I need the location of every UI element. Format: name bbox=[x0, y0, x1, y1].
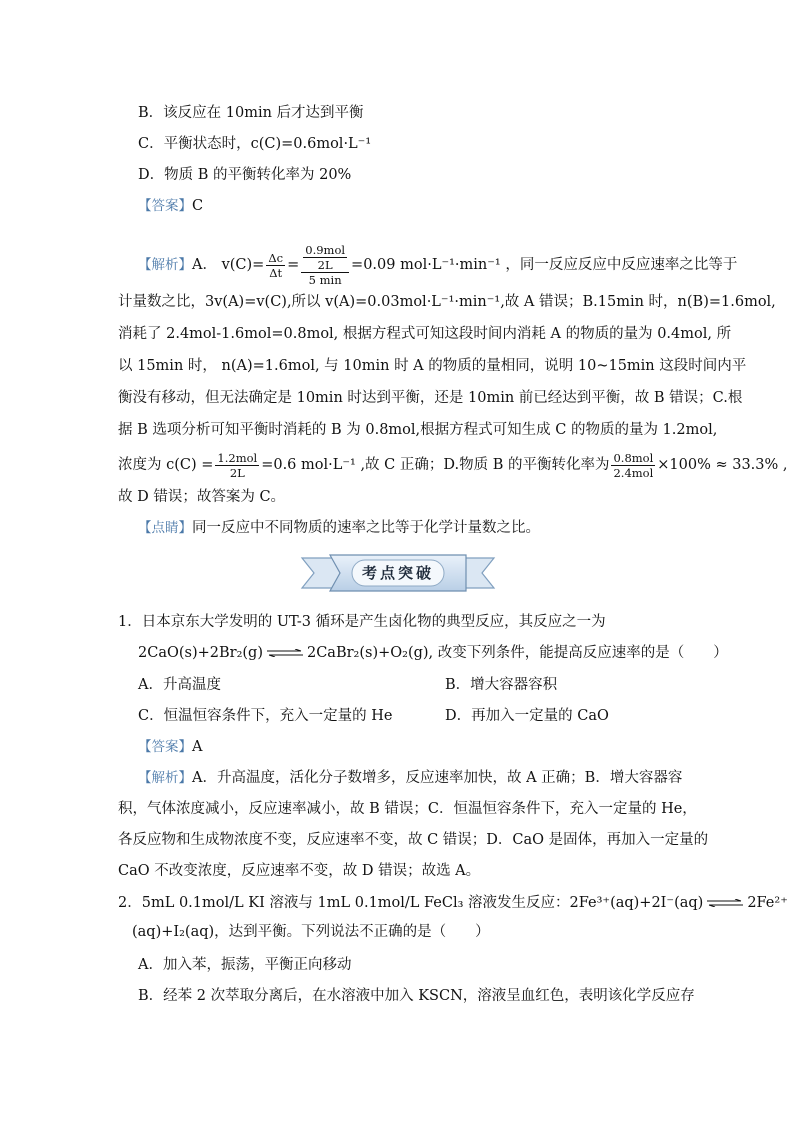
equilibrium-arrow-icon bbox=[267, 649, 303, 657]
analysis-line-4: 以 15min 时， n(A)=1.6mol, 与 10min 时 A 的物质的量相同，说明 10~15min 这段时间内平 bbox=[118, 358, 747, 374]
q2-stem-line-2: (aq)+I₂(aq)，达到平衡。下列说法不正确的是（ ） bbox=[132, 924, 490, 940]
q2-stem: 2．5mL 0.1mol/L KI 溶液与 1mL 0.1mol/L FeCl₃ 溶液发生反应：2Fe³⁺(aq)+2I⁻(aq) 2Fe²⁺ bbox=[118, 895, 788, 911]
q1-option-d: D．再加入一定量的 CaO bbox=[445, 708, 609, 724]
analysis-text: =0.09 mol·L⁻¹·min⁻¹ ，同一反应反应中反应速率之比等于 bbox=[351, 257, 738, 273]
q1-analysis-line-3: 各反应物和生成物浓度不变，反应速率不变，故 C 错误；D．CaO 是固体，再加入一定量的 bbox=[118, 832, 709, 848]
analysis-line-6: 据 B 选项分析可知平衡时消耗的 B 为 0.8mol,根据方程式可知生成 C 的物质的量为 1.2mol, bbox=[118, 422, 718, 438]
option-c: C．平衡状态时，c(C)=0.6mol·L⁻¹ bbox=[138, 136, 372, 152]
analysis-line-7: 浓度为 c(C) = $\frac{\text{1.2mol}}{2L}$ =0.6 mol·L⁻¹ ,故 C 正确；D.物质 B 的平衡转化率为 $\frac{\text{0.8mol}}{\text{2.4mol}}$ ×100% ≈ 33.3% , bbox=[118, 450, 788, 480]
fraction-rate: $\frac{\frac{\text{0.9mol}}{2L}}{5 \min}$ bbox=[301, 243, 349, 287]
banner-title: 考点突破 bbox=[361, 564, 434, 582]
answer-value: C bbox=[192, 198, 204, 214]
q1-option-b: B．增大容器容积 bbox=[445, 677, 558, 693]
analysis-line-5: 衡没有移动，但无法确定是 10min 时达到平衡，还是 10min 前已经达到平衡，故 B 错误；C.根 bbox=[118, 390, 743, 406]
fraction-dc-dt: $\frac{\Delta c}{\Delta t}$ bbox=[268, 250, 284, 280]
q1-option-c: C．恒温恒容条件下，充入一定量的 He bbox=[138, 708, 393, 724]
analysis-tag: 【解析】 bbox=[138, 257, 192, 273]
fraction-conversion: $\frac{\text{0.8mol}}{\text{2.4mol}}$ bbox=[613, 450, 654, 480]
analysis-line-2: 计量数之比，3v(A)=v(C),所以 v(A)=0.03mol·L⁻¹·min⁻¹,故 A 错误；B.15min 时，n(B)=1.6mol, bbox=[118, 294, 776, 310]
analysis-text: A． v(C)= bbox=[192, 257, 265, 273]
fraction-conc: $\frac{\text{1.2mol}}{2L}$ bbox=[217, 450, 258, 480]
q1-answer-line bbox=[138, 737, 202, 757]
equals-sign: = bbox=[287, 257, 300, 273]
option-d: D．物质 B 的平衡转化率为 20% bbox=[138, 167, 352, 183]
q1-analysis-line-2: 积，气体浓度减小，反应速率减小，故 B 错误；C．恒温恒容条件下，充入一定量的 He， bbox=[118, 801, 697, 817]
analysis-tag: 【解析】 bbox=[138, 770, 192, 786]
q1-analysis-line-1: 【解析】A．升高温度，活化分子数增多，反应速率加快，故 A 正确；B．增大容器容 bbox=[138, 770, 683, 786]
q1-stem: 1．日本京东大学发明的 UT-3 循环是产生卤化物的典型反应，其反应之一为 bbox=[118, 614, 606, 630]
analysis-line-1 bbox=[138, 236, 737, 294]
q1-equation: 2CaO(s)+2Br₂(g) 2CaBr₂(s)+O₂(g), 改变下列条件，能提高反应速率的是（ ） bbox=[138, 645, 728, 661]
q2-option-b: B．经苯 2 次萃取分离后，在水溶液中加入 KSCN，溶液呈血红色，表明该化学反应存 bbox=[138, 988, 695, 1004]
analysis-line-8: 故 D 错误；故答案为 C。 bbox=[118, 489, 286, 505]
q1-analysis-line-4: CaO 不改变浓度，反应速率不变，故 D 错误；故选 A。 bbox=[118, 863, 481, 879]
tip-text: 同一反应中不同物质的速率之比等于化学计量数之比。 bbox=[192, 520, 540, 536]
section-banner bbox=[300, 552, 496, 594]
answer-value: A bbox=[192, 739, 203, 755]
answer-tag: 【答案】 bbox=[138, 198, 192, 214]
answer-tag: 【答案】 bbox=[138, 739, 192, 755]
q2-option-a: A．加入苯，振荡，平衡正向移动 bbox=[138, 957, 352, 973]
analysis-line-3: 消耗了 2.4mol-1.6mol=0.8mol, 根据方程式可知这段时间内消耗 A 的物质的量为 0.4mol, 所 bbox=[118, 326, 732, 342]
q1-option-a: A．升高温度 bbox=[138, 677, 221, 693]
option-b: B．该反应在 10min 后才达到平衡 bbox=[138, 105, 364, 121]
equilibrium-arrow-icon bbox=[707, 899, 743, 907]
answer-line bbox=[138, 196, 203, 216]
tip-line bbox=[138, 518, 540, 538]
tip-tag: 【点睛】 bbox=[138, 520, 192, 536]
